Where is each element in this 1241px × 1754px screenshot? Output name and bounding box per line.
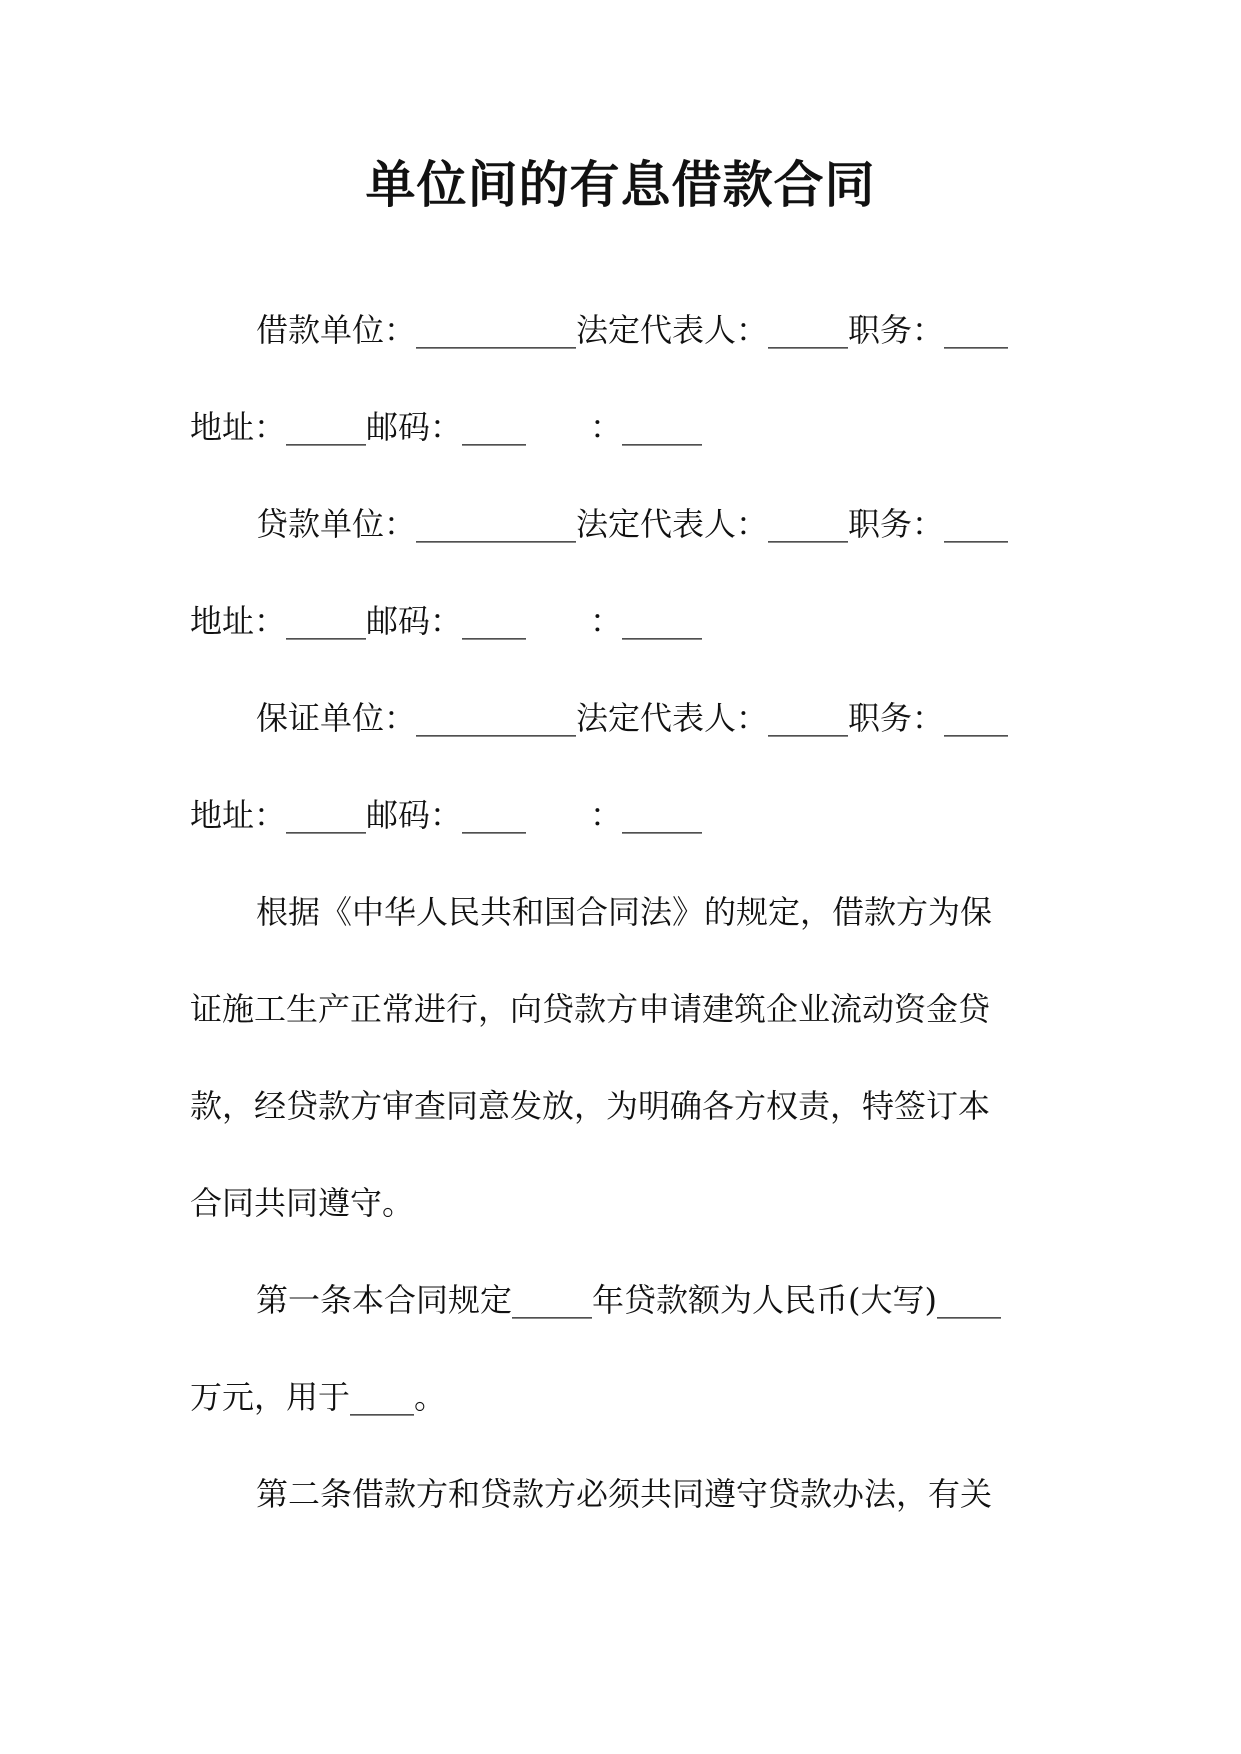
borrower-info-line: 借款单位：__________法定代表人：_____职务：____	[256, 311, 1009, 349]
borrower-address-line: 地址：_____邮码：____ ：_____	[190, 408, 703, 446]
preamble-line-3: 款，经贷款方审查同意发放，为明确各方权责，特签订本	[190, 1087, 991, 1125]
lender-info-line: 贷款单位：__________法定代表人：_____职务：____	[256, 505, 1009, 543]
article-1-line-2: 万元，用于____。	[190, 1378, 447, 1416]
preamble-line-2: 证施工生产正常进行，向贷款方申请建筑企业流动资金贷	[190, 990, 991, 1028]
guarantor-info-line: 保证单位：__________法定代表人：_____职务：____	[256, 699, 1009, 737]
document-title: 单位间的有息借款合同	[365, 155, 876, 214]
article-1-line-1: 第一条本合同规定_____年贷款额为人民币(大写)____	[256, 1281, 1001, 1319]
preamble-line-4: 合同共同遵守。	[190, 1184, 415, 1222]
article-2-line-1: 第二条借款方和贷款方必须共同遵守贷款办法，有关	[256, 1475, 993, 1513]
lender-address-line: 地址：_____邮码：____ ：_____	[190, 602, 703, 640]
preamble-line-1: 根据《中华人民共和国合同法》的规定，借款方为保	[256, 893, 993, 931]
guarantor-address-line: 地址：_____邮码：____ ：_____	[190, 796, 703, 834]
